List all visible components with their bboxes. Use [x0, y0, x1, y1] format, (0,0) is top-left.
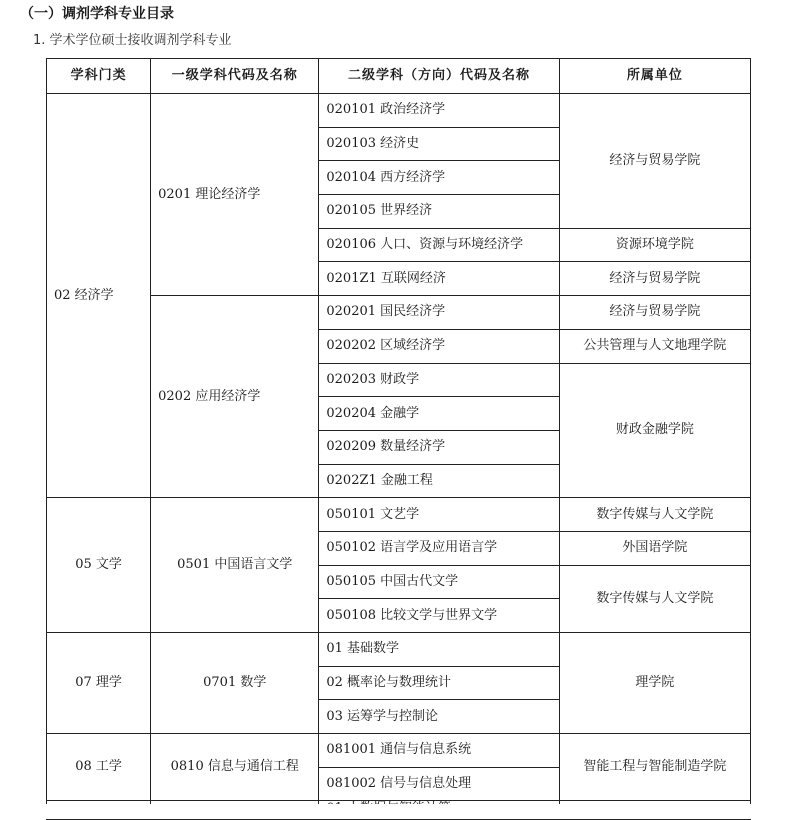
category-cell: 07 理学 [47, 633, 151, 734]
header-unit: 所属单位 [559, 59, 750, 94]
subsection-title: 1. 学术学位硕士接收调剂学科专业 [33, 33, 232, 48]
header-category: 学科门类 [47, 59, 151, 94]
unit-cell: 公共管理与人文地理学院 [559, 329, 750, 363]
table-row [47, 296, 751, 330]
major-cell: 081002 信号与信息处理 [319, 767, 559, 801]
table-header-row [47, 59, 751, 94]
header-major: 二级学科（方向）代码及名称 [319, 59, 559, 94]
unit-cell: 资源环境学院 [559, 228, 750, 262]
major-cell: 020103 经济史 [319, 127, 559, 161]
table-row [47, 94, 751, 128]
category-cell: 02 经济学 [47, 94, 151, 498]
major-cell: 01 基础数学 [319, 633, 559, 667]
discipline-cell: 0501 中国语言文学 [151, 498, 319, 633]
major-cell: 0201Z1 互联网经济 [319, 262, 559, 296]
major-cell: 050108 比较文学与世界文学 [319, 599, 559, 633]
major-cell: 050105 中国古代文学 [319, 565, 559, 599]
category-cell: 05 文学 [47, 498, 151, 633]
major-cell: 020106 人口、资源与环境经济学 [319, 228, 559, 262]
unit-cell: 数字传媒与人文学院 [559, 498, 750, 532]
major-cell: 020105 世界经济 [319, 195, 559, 229]
table-row [47, 734, 751, 768]
discipline-cell: 0810 信息与通信工程 [151, 734, 319, 801]
unit-cell: 经济与贸易学院 [559, 262, 750, 296]
discipline-table [46, 58, 751, 820]
unit-cell: 经济与贸易学院 [559, 296, 750, 330]
major-cell: 050102 语言学及应用语言学 [319, 531, 559, 565]
discipline-cell: 0202 应用经济学 [151, 296, 319, 498]
unit-cell: 智能工程与智能制造学院 [559, 734, 750, 801]
discipline-cell: 0201 理论经济学 [151, 94, 319, 296]
discipline-cell: 0701 数学 [151, 633, 319, 734]
table-row [47, 498, 751, 532]
major-cell: 0202Z1 金融工程 [319, 464, 559, 498]
page-cutoff [0, 804, 800, 819]
unit-cell: 财政金融学院 [559, 363, 750, 498]
major-cell: 020202 区域经济学 [319, 329, 559, 363]
unit-cell: 理学院 [559, 633, 750, 734]
major-cell: 081001 通信与信息系统 [319, 734, 559, 768]
header-discipline: 一级学科代码及名称 [151, 59, 319, 94]
major-cell: 02 概率论与数理统计 [319, 666, 559, 700]
major-cell: 020203 财政学 [319, 363, 559, 397]
table-row [47, 633, 751, 667]
unit-cell: 经济与贸易学院 [559, 94, 750, 229]
unit-cell: 数字传媒与人文学院 [559, 565, 750, 632]
major-cell: 020204 金融学 [319, 397, 559, 431]
category-cell: 08 工学 [47, 734, 151, 801]
section-title: （一）调剂学科专业目录 [20, 6, 174, 22]
major-cell: 020104 西方经济学 [319, 161, 559, 195]
major-cell: 050101 文艺学 [319, 498, 559, 532]
major-cell: 020101 政治经济学 [319, 94, 559, 128]
major-cell: 03 运筹学与控制论 [319, 700, 559, 734]
major-cell: 020201 国民经济学 [319, 296, 559, 330]
major-cell: 020209 数量经济学 [319, 430, 559, 464]
unit-cell: 外国语学院 [559, 531, 750, 565]
